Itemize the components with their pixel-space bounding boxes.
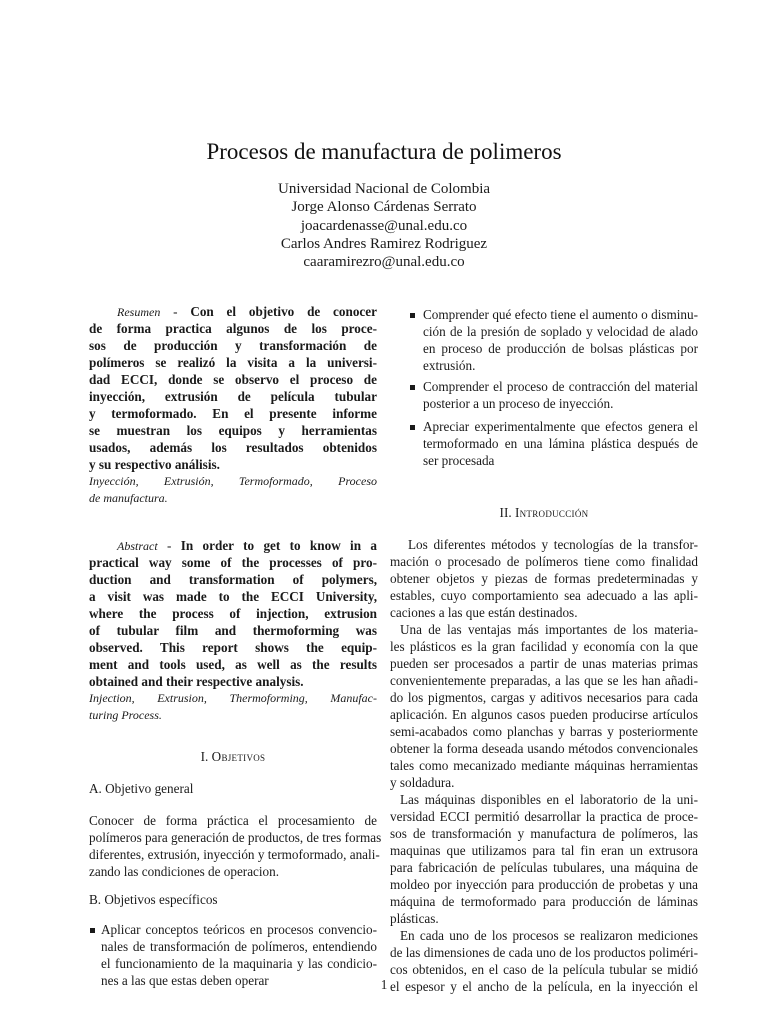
subsection-objetivos-especificos: B. Objetivos específicos xyxy=(89,892,218,907)
body-line: obtener objetos y piezas de formas predeterminadas y xyxy=(390,571,698,586)
body-line: zando las condiciones de operacion. xyxy=(89,864,280,879)
body-line: convenientemente preparadas, a las que se les han añadi- xyxy=(390,673,698,688)
abstract-line: practical way some of the processes of pro- xyxy=(89,555,377,570)
bullet-marker xyxy=(410,385,415,390)
body-line: Los diferentes métodos y tecnologías de la transfor- xyxy=(408,537,698,552)
bullet-marker xyxy=(410,425,415,430)
body-line: pueden ser procesados a partir de unas materias primas xyxy=(390,656,698,671)
bullet-line: Comprender el proceso de contracción del material xyxy=(423,379,698,394)
body-line: obtener la forma deseada usando métodos convencionales xyxy=(390,741,698,756)
author-email: caaramirezro@unal.edu.co xyxy=(303,254,465,271)
bullet-line: termoformado en una lámina plástica después de xyxy=(423,436,698,451)
bullet-line: Apreciar experimentalmente que efectos genera el xyxy=(423,419,698,434)
body-line: do los pigmentos, cargas y aditivos necesarios para cada xyxy=(390,690,698,705)
body-line: En cada uno de los procesos se realizaron mediciones xyxy=(400,928,698,943)
resumen-line: sos de producción y transformación de xyxy=(89,338,377,353)
bullet-line: el funcionamiento de la maquinaria y las condicio- xyxy=(101,956,377,971)
resumen-keywords: Inyección, Extrusión, Termoformado, Proceso xyxy=(89,474,377,488)
body-line: estables, cuyo comportamiento sea adecuado a las apli- xyxy=(390,588,698,603)
bullet-marker xyxy=(410,313,415,318)
body-line: tales como mecanizado mediante máquinas herramientas xyxy=(390,758,698,773)
bullet-line: extrusión. xyxy=(423,358,476,373)
bullet-line: en proceso de producción de bolsas plásticas por xyxy=(423,341,698,356)
body-line: de las dimensiones de cada uno de los productos poliméri- xyxy=(390,945,699,960)
abstract-line: obtained and their respective analysis. xyxy=(89,674,304,689)
body-line: moldeo por inyección para producción de probetas y una xyxy=(390,877,698,892)
body-line: maquinas que utilizamos para tal fin eran un extrusora xyxy=(390,843,698,858)
body-line: versidad ECCI permitió desarrollar la practica de proce- xyxy=(390,809,698,824)
abstract-keywords: turing Process. xyxy=(89,708,162,722)
bullet-line: ción de la presión de soplado y velocidad de alado xyxy=(423,324,698,339)
resumen-line: inyección, extrusión de película tubular xyxy=(89,389,377,404)
author-block xyxy=(0,180,768,271)
resumen-line: y su respectivo análisis. xyxy=(89,457,220,472)
resumen-line: de forma practica algunos de los proce- xyxy=(89,321,377,336)
section-heading-objetivos: I. Objetivos xyxy=(200,749,266,764)
resumen-label: Resumen xyxy=(117,305,161,319)
bullet-line: posterior a un proceso de inyección. xyxy=(423,396,614,411)
body-line: polímeros para generación de productos, de tres formas xyxy=(89,830,382,845)
resumen-line: dad ECCI, donde se observo el proceso de xyxy=(89,372,377,387)
page-number: 1 xyxy=(380,977,388,992)
author-email: joacardenasse@unal.edu.co xyxy=(300,217,468,234)
resumen-line: se muestran los equipos y herramientas xyxy=(89,423,377,438)
body-line: Conocer de forma práctica el procesamiento de xyxy=(89,813,377,828)
body-line: Las máquinas disponibles en el laboratorio de la uni- xyxy=(400,792,698,807)
body-line: para fabricación de películas tubulares, una máquina de xyxy=(390,860,698,875)
body-line: plásticas. xyxy=(390,911,439,926)
body-line: aplicación. En algunos casos pueden producirse artículos xyxy=(390,707,698,722)
abstract-first-line: Abstract - In order to get to know in a xyxy=(117,538,377,553)
resumen-line: y termoformado. En el presente informe xyxy=(89,406,377,421)
resumen-text: Con el objetivo de conocer xyxy=(190,304,377,319)
body-line: cos obtenidos, en el caso de la película tubular se midió xyxy=(390,962,698,977)
resumen-keywords: de manufactura. xyxy=(89,491,168,505)
body-line: el espesor y el ancho de la película, en la inyección el xyxy=(390,979,698,994)
abstract-line: duction and transformation of polymers, xyxy=(89,572,377,587)
affiliation: Universidad Nacional de Colombia xyxy=(277,181,491,197)
abstract-line: observed. This report shows the equip- xyxy=(89,640,377,655)
abstract-line: where the process of injection, extrusion xyxy=(89,606,377,621)
abstract-text: In order to get to know in a xyxy=(180,538,377,553)
abstract-keywords: Injection, Extrusion, Thermoforming, Manufac- xyxy=(89,691,377,705)
bullet-line: Aplicar conceptos teóricos en procesos convencio- xyxy=(101,922,377,937)
body-line: caciones a las que están destinados. xyxy=(390,605,578,620)
resumen-line: polímeros se realizó la visita a la universi- xyxy=(89,355,377,370)
paper-title: Procesos de manufactura de polimeros xyxy=(206,139,562,164)
author-name: Carlos Andres Ramirez Rodriguez xyxy=(280,235,488,252)
abstract-label: Abstract xyxy=(117,539,158,553)
author-name: Jorge Alonso Cárdenas Serrato xyxy=(291,199,477,216)
bullet-line: nales de transformación de polímeros, entendiendo xyxy=(101,939,377,954)
body-line: mación o procesado de polímeros tiene como finalidad xyxy=(390,554,698,569)
abstract-line: a visit was made to the ECCI University, xyxy=(89,589,377,604)
bullet-line: ser procesada xyxy=(423,453,495,468)
body-line: les plásticos es la gran facilidad y economía con la que xyxy=(390,639,698,654)
body-line: y soldadura. xyxy=(390,775,455,790)
section-heading-introduccion: II. Introducción xyxy=(499,505,589,520)
bullet-marker xyxy=(90,928,95,933)
body-line: sos de transformación y manufactura de polímeros, las xyxy=(390,826,698,841)
abstract-line: ment and tools used, as well as the results xyxy=(89,657,377,672)
body-line: diferentes, extrusión, inyección y termoformado, anali- xyxy=(89,847,380,862)
abstract-line: of tubular film and thermoforming was xyxy=(89,623,377,638)
body-line: máquina de termoformado para producción de láminas xyxy=(390,894,698,909)
body-line: Una de las ventajas más importantes de los materia- xyxy=(400,622,698,637)
bullet-line: Comprender qué efecto tiene el aumento o disminu- xyxy=(423,307,698,322)
body-line: semi-acabados como planchas y barras y posteriormente xyxy=(390,724,698,739)
subsection-objetivo-general: A. Objetivo general xyxy=(89,781,194,796)
resumen-line: usados, además los resultados obtenidos xyxy=(89,440,377,455)
resumen-first-line: Resumen - Con el objetivo de conocer xyxy=(117,304,377,319)
bullet-line: nes a las que estas deben operar xyxy=(101,973,269,988)
